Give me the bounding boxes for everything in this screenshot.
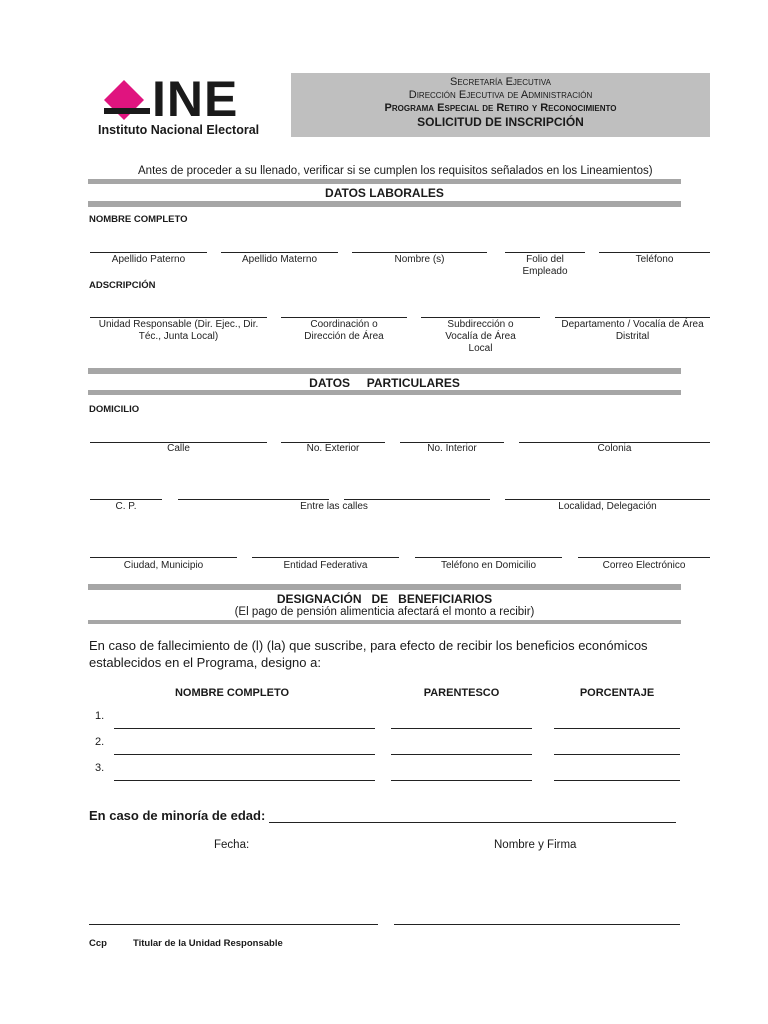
apellido-paterno-field[interactable] (90, 252, 207, 253)
ciudad-field[interactable] (90, 557, 237, 558)
section-bar-bottom (88, 201, 681, 207)
ccp-text: Titular de la Unidad Responsable (133, 938, 283, 949)
localidad-field[interactable] (505, 499, 710, 500)
correo-field[interactable] (578, 557, 710, 558)
header-title: SOLICITUD DE INSCRIPCIÓN (417, 115, 584, 129)
beneficiario-2-parentesco[interactable] (391, 754, 532, 755)
beneficiario-2-nombre[interactable] (114, 754, 375, 755)
minoria-label: En caso de minoría de edad: (89, 808, 266, 823)
beneficiario-2-porcentaje[interactable] (554, 754, 680, 755)
section-bar-bottom (88, 390, 681, 395)
col-porcentaje: PORCENTAJE (579, 687, 655, 699)
subdireccion-field[interactable] (421, 317, 540, 318)
col-nombre-completo: NOMBRE COMPLETO (174, 687, 290, 699)
no-exterior-label: No. Exterior (306, 443, 360, 454)
cp-label: C. P. (115, 501, 137, 512)
telefono-label: Teléfono (635, 254, 674, 265)
domicilio-label: DOMICILIO (89, 404, 140, 415)
coordinacion-field[interactable] (281, 317, 407, 318)
unidad-responsable-label: Unidad Responsable (Dir. Ejec., Dir. Téc., Junta Local) (98, 319, 259, 342)
apellido-materno-field[interactable] (221, 252, 338, 253)
apellido-paterno-label: Apellido Paterno (111, 254, 186, 265)
cp-field[interactable] (90, 499, 162, 500)
beneficiario-3-nombre[interactable] (114, 780, 375, 781)
section-bar-top (88, 368, 681, 374)
section-title-particulares: DATOS PARTICULARES (309, 376, 460, 390)
section-title-beneficiarios: DESIGNACIÓN DE BENEFICIARIOS (276, 592, 493, 606)
beneficiario-3-parentesco[interactable] (391, 780, 532, 781)
beneficiario-3-porcentaje[interactable] (554, 780, 680, 781)
nombre-field[interactable] (352, 252, 487, 253)
beneficiarios-paragraph: En caso de fallecimiento de (l) (la) que suscribe, para efecto de recibir los beneficios económicos establecidos en el Programa, designo a: (89, 638, 648, 670)
ine-logo (98, 71, 288, 138)
section-bar-bottom (88, 620, 681, 624)
ine-logo-mark (100, 78, 154, 120)
nombre-completo-label: NOMBRE COMPLETO (89, 214, 188, 225)
telefono-field[interactable] (599, 252, 710, 253)
header-box (291, 73, 710, 137)
beneficiario-1-nombre[interactable] (114, 728, 375, 729)
no-interior-label: No. Interior (427, 443, 477, 454)
intro-text: Antes de proceder a su llenado, verificar si se cumplen los requisitos señalados en los Lineamientos) (138, 165, 653, 177)
subdireccion-label: Subdirección o Vocalía de Área Local (445, 319, 516, 354)
calle-label: Calle (167, 443, 190, 454)
section-bar-top (88, 179, 681, 184)
entre-calles-field-2[interactable] (344, 499, 490, 500)
header-line-3: Programa Especial de Retiro y Reconocimiento (384, 102, 617, 114)
logo-subtitle: Instituto Nacional Electoral (98, 123, 260, 137)
firma-field[interactable] (394, 924, 680, 925)
row-number: 3. (95, 762, 105, 774)
ciudad-label: Ciudad, Municipio (123, 560, 204, 571)
logo-wordmark: INE (152, 71, 239, 127)
fecha-field[interactable] (89, 924, 378, 925)
header-line-1: Secretaría Ejecutiva (450, 76, 551, 88)
folio-label: Folio del Empleado (522, 254, 568, 277)
minoria-field[interactable] (269, 822, 676, 823)
entidad-label: Entidad Federativa (283, 560, 368, 571)
correo-label: Correo Electrónico (602, 560, 686, 571)
entre-calles-label: Entre las calles (300, 501, 368, 512)
row-number: 2. (95, 736, 105, 748)
ccp-label: Ccp (89, 938, 107, 949)
telefono-domicilio-field[interactable] (415, 557, 562, 558)
coordinacion-label: Coordinación o Dirección de Área (304, 319, 384, 342)
unidad-responsable-field[interactable] (90, 317, 267, 318)
folio-field[interactable] (505, 252, 585, 253)
beneficiario-1-parentesco[interactable] (391, 728, 532, 729)
entre-calles-field-1[interactable] (178, 499, 329, 500)
beneficiarios-subtitle: (El pago de pensión alimenticia afectará el monto a recibir) (234, 606, 535, 618)
adscripcion-label: ADSCRIPCIÓN (89, 280, 156, 291)
nombre-label: Nombre (s) (394, 254, 445, 265)
localidad-label: Localidad, Delegación (558, 501, 657, 512)
departamento-label: Departamento / Vocalía de Área Distrital (561, 319, 704, 342)
row-number: 1. (95, 710, 105, 722)
telefono-domicilio-label: Teléfono en Domicilio (440, 560, 537, 571)
apellido-materno-label: Apellido Materno (241, 254, 318, 265)
fecha-label: Fecha: (214, 839, 250, 851)
header-line-2: Dirección Ejecutiva de Administración (408, 89, 593, 101)
col-parentesco: PARENTESCO (423, 687, 500, 699)
section-title-laborales: DATOS LABORALES (325, 186, 444, 200)
section-bar-top (88, 584, 681, 590)
beneficiario-1-porcentaje[interactable] (554, 728, 680, 729)
nombre-firma-label: Nombre y Firma (494, 839, 577, 851)
colonia-label: Colonia (597, 443, 632, 454)
departamento-field[interactable] (555, 317, 710, 318)
entidad-field[interactable] (252, 557, 399, 558)
